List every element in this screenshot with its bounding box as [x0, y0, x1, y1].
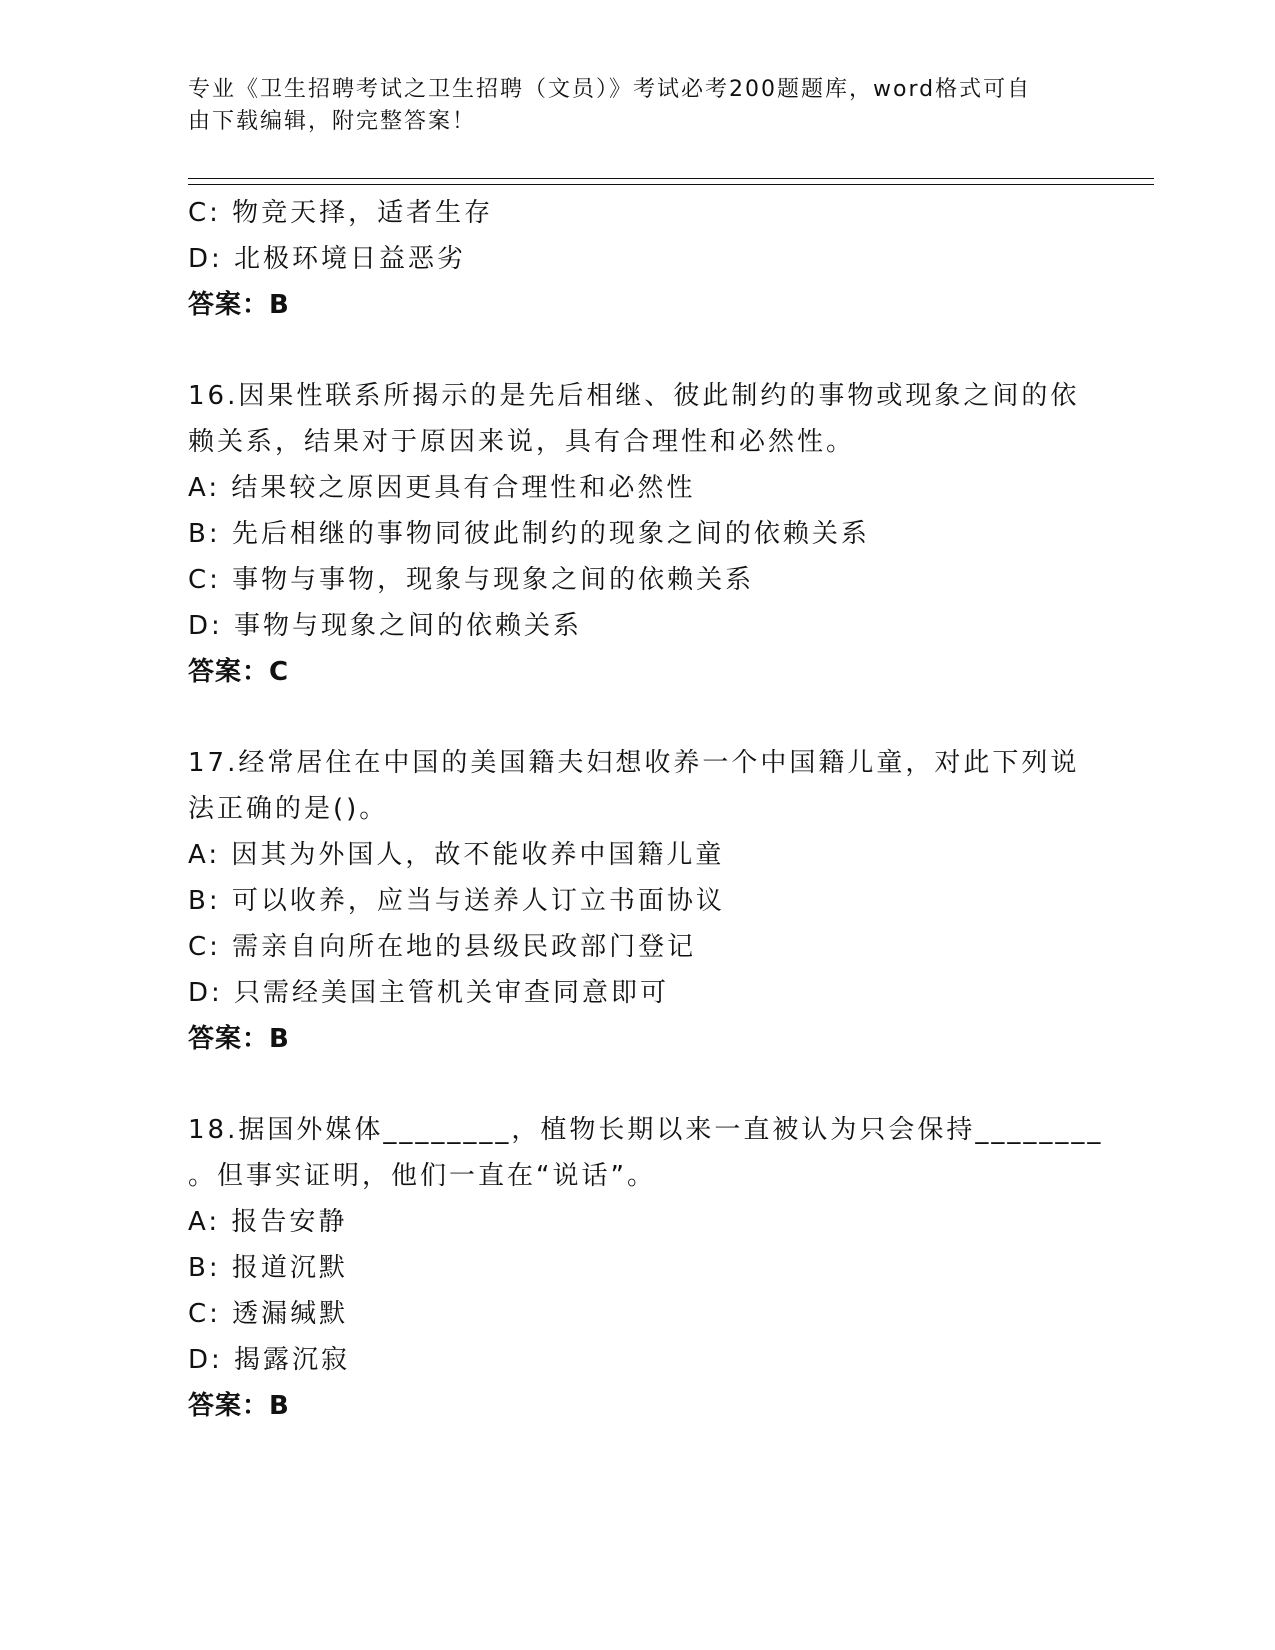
- answer-line: 答案：C: [188, 657, 290, 687]
- question-text-line-1: 17.经常居住在中国的美国籍夫妇想收养一个中国籍儿童，对此下列说: [188, 748, 1080, 778]
- question-text-line-2: 。但事实证明，他们一直在“说话”。: [188, 1161, 656, 1191]
- option-d: D: 揭露沉寂: [188, 1345, 351, 1375]
- question-block-prev: [188, 190, 1088, 328]
- option-c: C: 事物与事物，现象与现象之间的依赖关系: [188, 565, 755, 595]
- option-b: B: 可以收养，应当与送养人订立书面协议: [188, 886, 725, 916]
- option-d: D: 北极环境日益恶劣: [188, 244, 467, 274]
- question-block-17: [188, 740, 1088, 1062]
- spacer: [188, 328, 1088, 373]
- option-b: B: 报道沉默: [188, 1253, 348, 1283]
- option-a: A: 结果较之原因更具有合理性和必然性: [188, 473, 696, 503]
- option-b: B: 先后相继的事物同彼此制约的现象之间的依赖关系: [188, 519, 870, 549]
- question-block-16: [188, 373, 1088, 695]
- option-c: C: 透漏缄默: [188, 1299, 349, 1329]
- header-divider-bottom: [188, 184, 1154, 185]
- option-a: A: 报告安静: [188, 1207, 348, 1237]
- document-header: [188, 74, 1078, 138]
- answer-line: 答案：B: [188, 290, 290, 320]
- header-divider-top: [188, 178, 1154, 179]
- option-d: D: 只需经美国主管机关审查同意即可: [188, 978, 670, 1008]
- header-title-line-1: 专业《卫生招聘考试之卫生招聘（文员）》考试必考200题题库，word格式可自: [188, 77, 1032, 102]
- option-a: A: 因其为外国人，故不能收养中国籍儿童: [188, 840, 725, 870]
- option-c: C: 物竞天择，适者生存: [188, 198, 494, 228]
- spacer: [188, 695, 1088, 740]
- option-d: D: 事物与现象之间的依赖关系: [188, 611, 583, 641]
- question-text-line-2: 赖关系，结果对于原因来说，具有合理性和必然性。: [188, 427, 856, 457]
- question-text-line-1: 16.因果性联系所揭示的是先后相继、彼此制约的事物或现象之间的依: [188, 381, 1080, 411]
- question-text-line-2: 法正确的是()。: [188, 794, 389, 824]
- document-body: [188, 190, 1104, 1429]
- header-title-line-2: 由下载编辑，附完整答案！: [188, 109, 477, 134]
- option-c: C: 需亲自向所在地的县级民政部门登记: [188, 932, 697, 962]
- question-text-line-1: 18.据国外媒体________，植物长期以来一直被认为只会保持________: [188, 1115, 1104, 1145]
- answer-line: 答案：B: [188, 1024, 290, 1054]
- question-block-18: [188, 1107, 1104, 1429]
- spacer: [188, 1062, 1088, 1107]
- answer-line: 答案：B: [188, 1391, 290, 1421]
